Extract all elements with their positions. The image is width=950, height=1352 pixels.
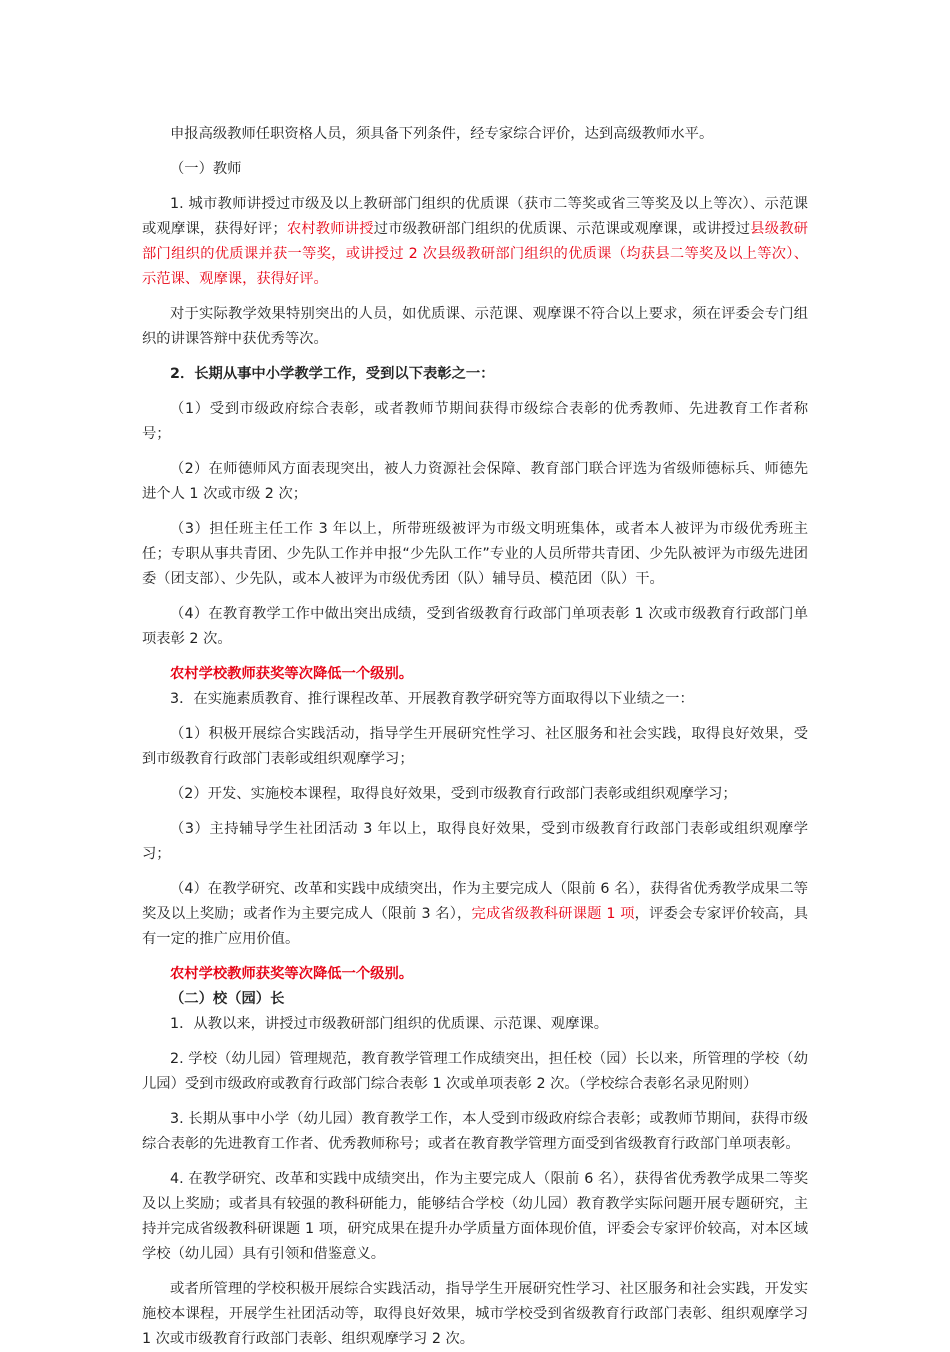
principal-item-3: 3. 长期从事中小学（幼儿园）教育教学工作，本人受到市级政府综合表彰；或教师节期间，获得市级综合表彰的先进教育工作者、优秀教师称号；或者在教育教学管理方面受到省级教育行政部门单项表彰。 <box>142 1111 808 1152</box>
teacher-item-3-sub-1: （1）积极开展综合实践活动，指导学生开展研究性学习、社区服务和社会实践，取得良好效果，受到市级教育行政部门表彰或组织观摩学习； <box>142 726 808 767</box>
county-level-highlight: 县级教研部门组织的优质课并获一等奖，或讲授过 2 次县级教研部门组织的优质课（均获县二等奖及以上等次）、示范课、观摩课，获得好评。 <box>142 221 809 287</box>
document-body <box>142 122 808 1352</box>
teacher-item-2-sub-3: （3）担任班主任工作 3 年以上，所带班级被评为市级文明班集体，或者本人被评为市级优秀班主任；专职从事共青团、少先队工作并申报“少先队工作”专业的人员所带共青团、少先队被评为市级先进团委（团支部）、少先队，或本人被评为市级优秀团（队）辅导员、模范团（队）干。 <box>142 521 808 587</box>
teacher-item-1-note: 对于实际教学效果特别突出的人员，如优质课、示范课、观摩课不符合以上要求，须在评委会专门组织的讲课答辩中获优秀等次。 <box>142 306 808 347</box>
provincial-research-highlight: 完成省级教科研课题 1 项 <box>471 906 635 922</box>
principal-item-4-alternative: 或者所管理的学校积极开展综合实践活动，指导学生开展研究性学习、社区服务和社会实践，开发实施校本课程，开展学生社团活动等，取得良好效果，城市学校受到省级教育行政部门表彰、组织观摩学习 1 次或市级教育行政部门表彰、组织观摩学习 2 次。 <box>142 1281 808 1347</box>
rural-note-1: 农村学校教师获奖等次降低一个级别。 <box>170 666 414 682</box>
teacher-item-3-sub-4-text: （4）在教学研究、改革和实践中成绩突出，作为主要完成人（限前 6 名），获得省优秀教学成果二等奖及以上奖励；或者作为主要完成人（限前 3 名）， <box>142 881 808 922</box>
rural-teacher-highlight: 农村教师讲授 <box>286 221 374 237</box>
principal-item-2: 2. 学校（幼儿园）管理规范，教育教学管理工作成绩突出，担任校（园）长以来，所管理的学校（幼儿园）受到市级政府或教育行政部门综合表彰 1 次或单项表彰 2 次。（学校综合表彰名录见附则） <box>142 1051 808 1092</box>
teacher-item-3-heading: 3．在实施素质教育、推行课程改革、开展教育教学研究等方面取得以下业绩之一： <box>170 691 694 707</box>
teacher-item-2-sub-4: （4）在教育教学工作中做出突出成绩，受到省级教育行政部门单项表彰 1 次或市级教育行政部门单项表彰 2 次。 <box>142 606 808 647</box>
teacher-item-3-sub-4-text-cont: ，评委会专家评价较高，具有一定的推广应用价值。 <box>142 906 808 947</box>
rural-note-2: 农村学校教师获奖等次降低一个级别。 <box>170 966 414 982</box>
section-heading-teacher: （一）教师 <box>170 161 242 177</box>
teacher-item-3-sub-2: （2）开发、实施校本课程，取得良好效果，受到市级教育行政部门表彰或组织观摩学习； <box>170 786 737 802</box>
teacher-item-1 <box>142 192 808 292</box>
teacher-item-1-text: 1. 城市教师讲授过市级及以上教研部门组织的优质课（获市二等奖或省三等奖及以上等次）、示范课或观摩课，获得好评； <box>142 196 808 237</box>
teacher-item-3-sub-3: （3）主持辅导学生社团活动 3 年以上，取得良好效果，受到市级教育行政部门表彰或组织观摩学习； <box>142 821 808 862</box>
teacher-item-2-heading: 2．长期从事中小学教学工作，受到以下表彰之一： <box>170 366 495 382</box>
section-heading-principal: （二）校（园）长 <box>170 991 285 1007</box>
teacher-item-1-text-cont: 过市级教研部门组织的优质课、示范课或观摩课，或讲授过 <box>373 221 751 237</box>
teacher-item-3-sub-4 <box>142 877 808 952</box>
principal-item-1: 1．从教以来，讲授过市级教研部门组织的优质课、示范课、观摩课。 <box>170 1016 608 1032</box>
teacher-item-2-sub-1: （1）受到市级政府综合表彰，或者教师节期间获得市级综合表彰的优秀教师、先进教育工作者称号； <box>142 401 808 442</box>
teacher-item-2-sub-2: （2）在师德师风方面表现突出，被人力资源社会保障、教育部门联合评选为省级师德标兵、师德先进个人 1 次或市级 2 次； <box>142 461 808 502</box>
principal-item-4: 4. 在教学研究、改革和实践中成绩突出，作为主要完成人（限前 6 名），获得省优秀教学成果二等奖及以上奖励；或者具有较强的教科研能力，能够结合学校（幼儿园）教育教学实际问题开展专题研究，主持并完成省级教科研课题 1 项，研究成果在提升办学质量方面体现价值，评委会专家评价较高，对本区域学校（幼儿园）具有引领和借鉴意义。 <box>142 1171 808 1262</box>
intro-paragraph: 申报高级教师任职资格人员，须具备下列条件，经专家综合评价，达到高级教师水平。 <box>170 126 714 142</box>
